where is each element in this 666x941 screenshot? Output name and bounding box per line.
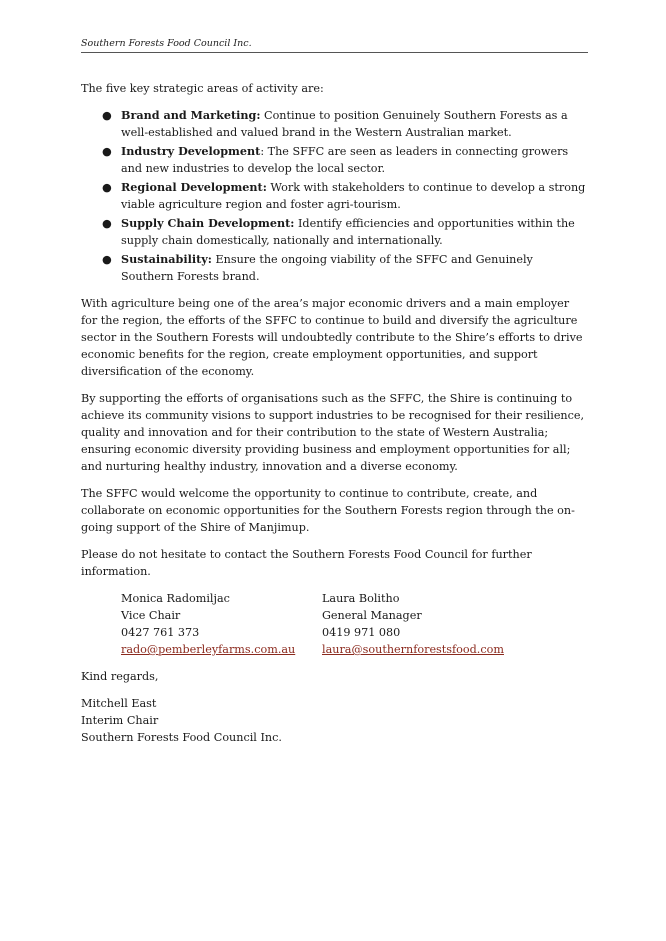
contact-email-link[interactable]: rado@pemberleyfarms.com.au [121, 643, 296, 656]
contact-phone: 0419 971 080 [322, 626, 401, 639]
contact-card [121, 590, 322, 658]
bullet-icon: ● [102, 253, 112, 266]
paragraph-welcome: The SFFC would welcome the opportunity to continue to contribute, create, and collaborate on economic opportunities for the Southern Forests region through the on-going support of the Shire of Manjimup. [81, 487, 575, 534]
strategic-areas-list [81, 107, 588, 285]
bullet-icon: ● [102, 181, 112, 194]
area-text: Identify efficiencies and opportunities within the supply chain domestically, nationally and internationally. [121, 217, 575, 247]
list-item [81, 143, 588, 177]
list-item [81, 107, 588, 141]
signature-block [81, 695, 588, 746]
area-title: Industry Development [121, 144, 261, 158]
signature-org: Southern Forests Food Council Inc. [81, 731, 282, 744]
list-item [81, 251, 588, 285]
page-header: Southern Forests Food Council Inc. [81, 38, 588, 53]
intro-text: The five key strategic areas of activity are: [81, 82, 324, 95]
closing-text: Kind regards, [81, 670, 159, 683]
area-title: Regional Development: [121, 180, 267, 194]
bullet-icon: ● [102, 109, 112, 122]
letter-body [81, 80, 588, 746]
paragraph-support: By supporting the efforts of organisations such as the SFFC, the Shire is continuing to achieve its community visions to support industries to be recognised for their resilience, quality and innovation and for their contribution to the state of Western Australia; ensuring economic diversity providing business and employment opportunities for all; and nurturing healthy industry, innovation and a diverse economy. [81, 392, 585, 473]
contact-name: Monica Radomiljac [121, 592, 230, 605]
bullet-icon: ● [102, 145, 112, 158]
paragraph-contact: Please do not hesitate to contact the Southern Forests Food Council for further information. [81, 548, 532, 578]
area-title: Sustainability: [121, 252, 212, 266]
signature-title: Interim Chair [81, 714, 159, 727]
area-title: Brand and Marketing: [121, 108, 261, 122]
area-title: Supply Chain Development: [121, 216, 295, 230]
paragraph-agriculture: With agriculture being one of the area’s major economic drivers and a main employer for the region, the efforts of the SFFC to continue to build and diversify the agriculture sector in the Southern Forests will undoubtedly contribute to the Shire’s efforts to drive economic benefits for the region, create employment opportunities, and support diversification of the economy. [81, 297, 583, 378]
contact-name: Laura Bolitho [322, 592, 400, 605]
contact-role: General Manager [322, 609, 422, 622]
contact-email-link[interactable]: laura@southernforestsfood.com [322, 643, 504, 656]
area-text: Continue to position Genuinely Southern Forests as a well-established and valued brand in the Western Australian market. [121, 109, 568, 139]
contact-card [322, 590, 523, 658]
bullet-icon: ● [102, 217, 112, 230]
area-text: : The SFFC are seen as leaders in connecting growers and new industries to develop the local sector. [121, 145, 569, 175]
area-text: Work with stakeholders to continue to develop a strong viable agriculture region and foster agri-tourism. [121, 181, 586, 211]
contacts-block [121, 590, 588, 658]
list-item [81, 179, 588, 213]
list-item [81, 215, 588, 249]
area-text: Ensure the ongoing viability of the SFFC and Genuinely Southern Forests brand. [121, 253, 533, 283]
contact-role: Vice Chair [121, 609, 181, 622]
contact-phone: 0427 761 373 [121, 626, 200, 639]
signature-name: Mitchell East [81, 697, 157, 710]
